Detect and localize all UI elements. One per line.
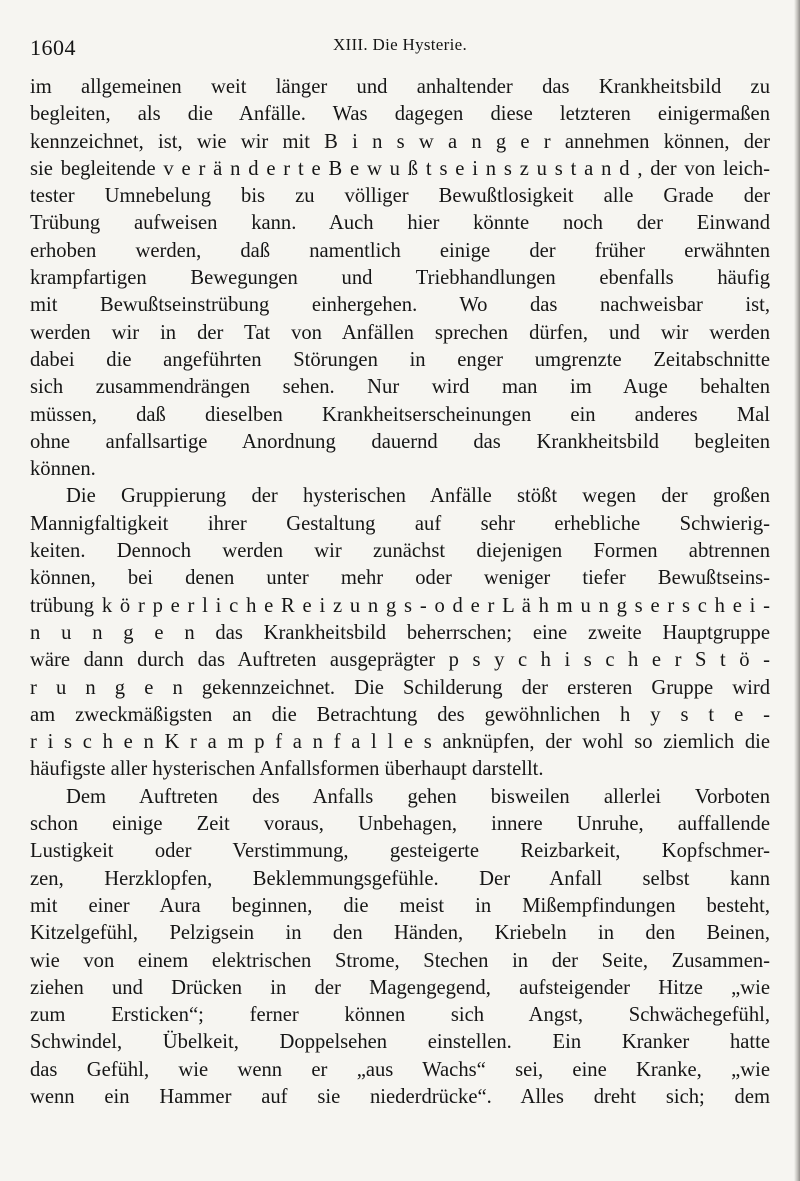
text-line: ziehen und Drücken in der Magengegend, aufsteigender Hitze „wie xyxy=(30,976,770,999)
text-line: das Gefühl, wie wenn er „aus Wachs“ sei, eine Kranke, „wie xyxy=(30,1058,770,1081)
text-line: zum Ersticken“; ferner können sich Angst, Schwächegefühl, xyxy=(30,1004,770,1027)
text-line: ohne anfallsartige Anordnung dauernd das Krankheitsbild begleiten xyxy=(30,430,770,453)
text-line: Mannigfaltigkeit ihrer Gestaltung auf sehr erhebliche Schwierig- xyxy=(30,512,770,535)
text-line: wäre dann durch das Auftreten ausgeprägter p s y c h i s c h e r S t ö - xyxy=(30,649,770,672)
text-line: keiten. Dennoch werden wir zunächst diejenigen Formen abtrennen xyxy=(30,540,770,563)
text-line: Dem Auftreten des Anfalls gehen bisweilen allerlei Vorboten xyxy=(66,785,770,808)
page-number: 1604 xyxy=(30,35,76,60)
text-line: Die Gruppierung der hysterischen Anfälle stößt wegen der großen xyxy=(66,485,770,508)
text-line: sie begleitende v e r ä n d e r t e B e w u ß t s e i n s z u s t a n d , der von leich- xyxy=(30,157,770,180)
text-line: häufigste aller hysterischen Anfallsformen überhaupt darstellt. xyxy=(30,758,544,781)
text-line: mit einer Aura beginnen, die meist in Mißempfindungen besteht, xyxy=(30,894,770,917)
text-line: n u n g e n das Krankheitsbild beherrschen; eine zweite Hauptgruppe xyxy=(30,621,770,644)
text-line: können, bei denen unter mehr oder weniger tiefer Bewußtseins- xyxy=(30,567,770,590)
text-line: können. xyxy=(30,458,96,481)
text-line: begleiten, als die Anfälle. Was dagegen diese letzteren einigermaßen xyxy=(30,103,770,126)
body-text xyxy=(30,74,770,1111)
text-line: tester Umnebelung bis zu völliger Bewußtlosigkeit alle Grade der xyxy=(30,185,770,208)
text-line: dabei die angeführten Störungen in enger umgrenzte Zeitabschnitte xyxy=(30,348,770,371)
text-line: am zweckmäßigsten an die Betrachtung des gewöhnlichen h y s t e - xyxy=(30,703,770,726)
text-line: trübung k ö r p e r l i c h e R e i z u n g s - o d e r L ä h m u n g s e r s c h e i - xyxy=(30,594,770,617)
text-line: erhoben werden, daß namentlich einige der früher erwähnten xyxy=(30,239,770,262)
text-line: im allgemeinen weit länger und anhaltender das Krankheitsbild zu xyxy=(30,76,770,98)
text-line: sich zusammendrängen sehen. Nur wird man im Auge behalten xyxy=(30,376,770,399)
text-line: schon einige Zeit voraus, Unbehagen, innere Unruhe, auffallende xyxy=(30,813,770,836)
text-line: zen, Herzklopfen, Beklemmungsgefühle. Der Anfall selbst kann xyxy=(30,867,770,890)
text-line: kennzeichnet, ist, wie wir mit B i n s w a n g e r annehmen können, der xyxy=(30,130,770,153)
text-line: r u n g e n gekennzeichnet. Die Schilderung der ersteren Gruppe wird xyxy=(30,676,770,699)
chapter-title: XIII. Die Hysterie. xyxy=(332,35,468,54)
text-line: Trübung aufweisen kann. Auch hier könnte noch der Einwand xyxy=(30,212,770,235)
text-line: r i s c h e n K r a m p f a n f a l l e s anknüpfen, der wohl so ziemlich die xyxy=(30,731,770,754)
text-line: krampfartigen Bewegungen und Triebhandlungen ebenfalls häufig xyxy=(30,267,770,290)
text-line: Kitzelgefühl, Pelzigsein in den Händen, Kriebeln in den Beinen, xyxy=(30,922,770,945)
text-line: müssen, daß dieselben Krankheitserscheinungen ein anderes Mal xyxy=(30,403,770,426)
text-line: wenn ein Hammer auf sie niederdrücke“. Alles dreht sich; dem xyxy=(30,1085,770,1108)
text-line: Lustigkeit oder Verstimmung, gesteigerte Reizbarkeit, Kopfschmer- xyxy=(30,840,770,863)
text-line: wie von einem elektrischen Strome, Stechen in der Seite, Zusammen- xyxy=(30,949,770,972)
text-line: Schwindel, Übelkeit, Doppelsehen einstellen. Ein Kranker hatte xyxy=(30,1031,770,1054)
page-header xyxy=(30,30,770,66)
text-line: mit Bewußtseinstrübung einhergehen. Wo das nachweisbar ist, xyxy=(30,294,770,317)
text-line: werden wir in der Tat von Anfällen sprechen dürfen, und wir werden xyxy=(30,321,770,344)
page-edge-shadow xyxy=(794,0,800,1181)
